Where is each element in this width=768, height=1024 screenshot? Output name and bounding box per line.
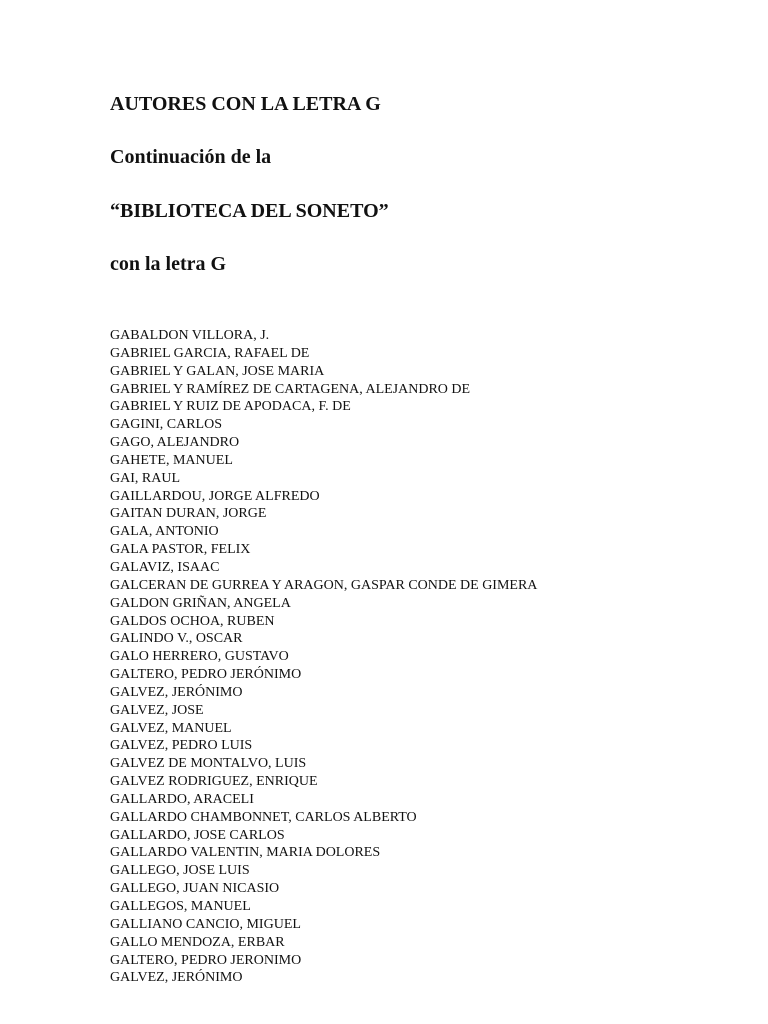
author-entry: GALAVIZ, ISAAC <box>110 559 220 575</box>
author-entry: GAGO, ALEJANDRO <box>110 435 240 451</box>
author-entry: GALA PASTOR, FELIX <box>110 542 251 558</box>
author-entry: GALDOS OCHOA, RUBEN <box>110 613 275 629</box>
author-entry: GALLARDO, JOSE CARLOS <box>110 827 285 843</box>
author-entry: GALLO MENDOZA, ERBAR <box>110 934 285 950</box>
author-entry: GALLEGOS, MANUEL <box>110 899 251 914</box>
author-entry: GAHETE, MANUEL <box>110 452 233 468</box>
author-list <box>110 327 537 987</box>
author-entry: GALDON GRIÑAN, ANGELA <box>110 595 291 611</box>
author-entry: GALLARDO VALENTIN, MARIA DOLORES <box>110 845 381 861</box>
author-entry: GALVEZ DE MONTALVO, LUIS <box>110 756 307 772</box>
author-entry: GAI, RAUL <box>110 470 180 486</box>
author-entry: GALA, ANTONIO <box>110 524 219 540</box>
letter-heading: con la letra G <box>110 253 227 275</box>
continuation-heading: Continuación de la <box>110 146 272 168</box>
author-entry: GAILLARDOU, JORGE ALFREDO <box>110 488 320 504</box>
author-entry: GALLEGO, JUAN NICASIO <box>110 881 280 897</box>
author-entry: GALINDO V., OSCAR <box>110 631 243 647</box>
author-entry: GAGINI, CARLOS <box>110 417 222 433</box>
author-entry: GALVEZ RODRIGUEZ, ENRIQUE <box>110 774 318 790</box>
author-entry: GALVEZ, JERÓNIMO <box>110 970 243 986</box>
collection-heading: “BIBLIOTECA DEL SONETO” <box>110 200 389 222</box>
author-entry: GALTERO, PEDRO JERONIMO <box>110 952 302 968</box>
author-entry: GAITAN DURAN, JORGE <box>110 506 267 522</box>
author-entry: GALVEZ, MANUEL <box>110 720 232 736</box>
author-entry: GALLIANO CANCIO, MIGUEL <box>110 916 301 932</box>
author-entry: GABALDON VILLORA, J. <box>110 328 270 343</box>
author-entry: GALLARDO, ARACELI <box>110 791 254 807</box>
author-entry: GALCERAN DE GURREA Y ARAGON, GASPAR CONDE DE GIMERA <box>110 577 538 593</box>
author-entry: GABRIEL Y RAMÍREZ DE CARTAGENA, ALEJANDRO DE <box>110 381 471 397</box>
author-entry: GALO HERRERO, GUSTAVO <box>110 649 289 665</box>
author-entry: GABRIEL Y RUIZ DE APODACA, F. DE <box>110 399 351 415</box>
author-entry: GALVEZ, JOSE <box>110 702 204 718</box>
document-title: AUTORES CON LA LETRA G <box>110 93 381 115</box>
author-entry: GABRIEL GARCIA, RAFAEL DE <box>110 345 310 361</box>
author-entry: GALVEZ, PEDRO LUIS <box>110 738 253 754</box>
author-entry: GABRIEL Y GALAN, JOSE MARIA <box>110 363 325 379</box>
author-entry: GALLARDO CHAMBONNET, CARLOS ALBERTO <box>110 809 417 825</box>
author-entry: GALLEGO, JOSE LUIS <box>110 863 250 879</box>
author-entry: GALTERO, PEDRO JERÓNIMO <box>110 667 302 683</box>
author-entry: GALVEZ, JERÓNIMO <box>110 684 243 700</box>
